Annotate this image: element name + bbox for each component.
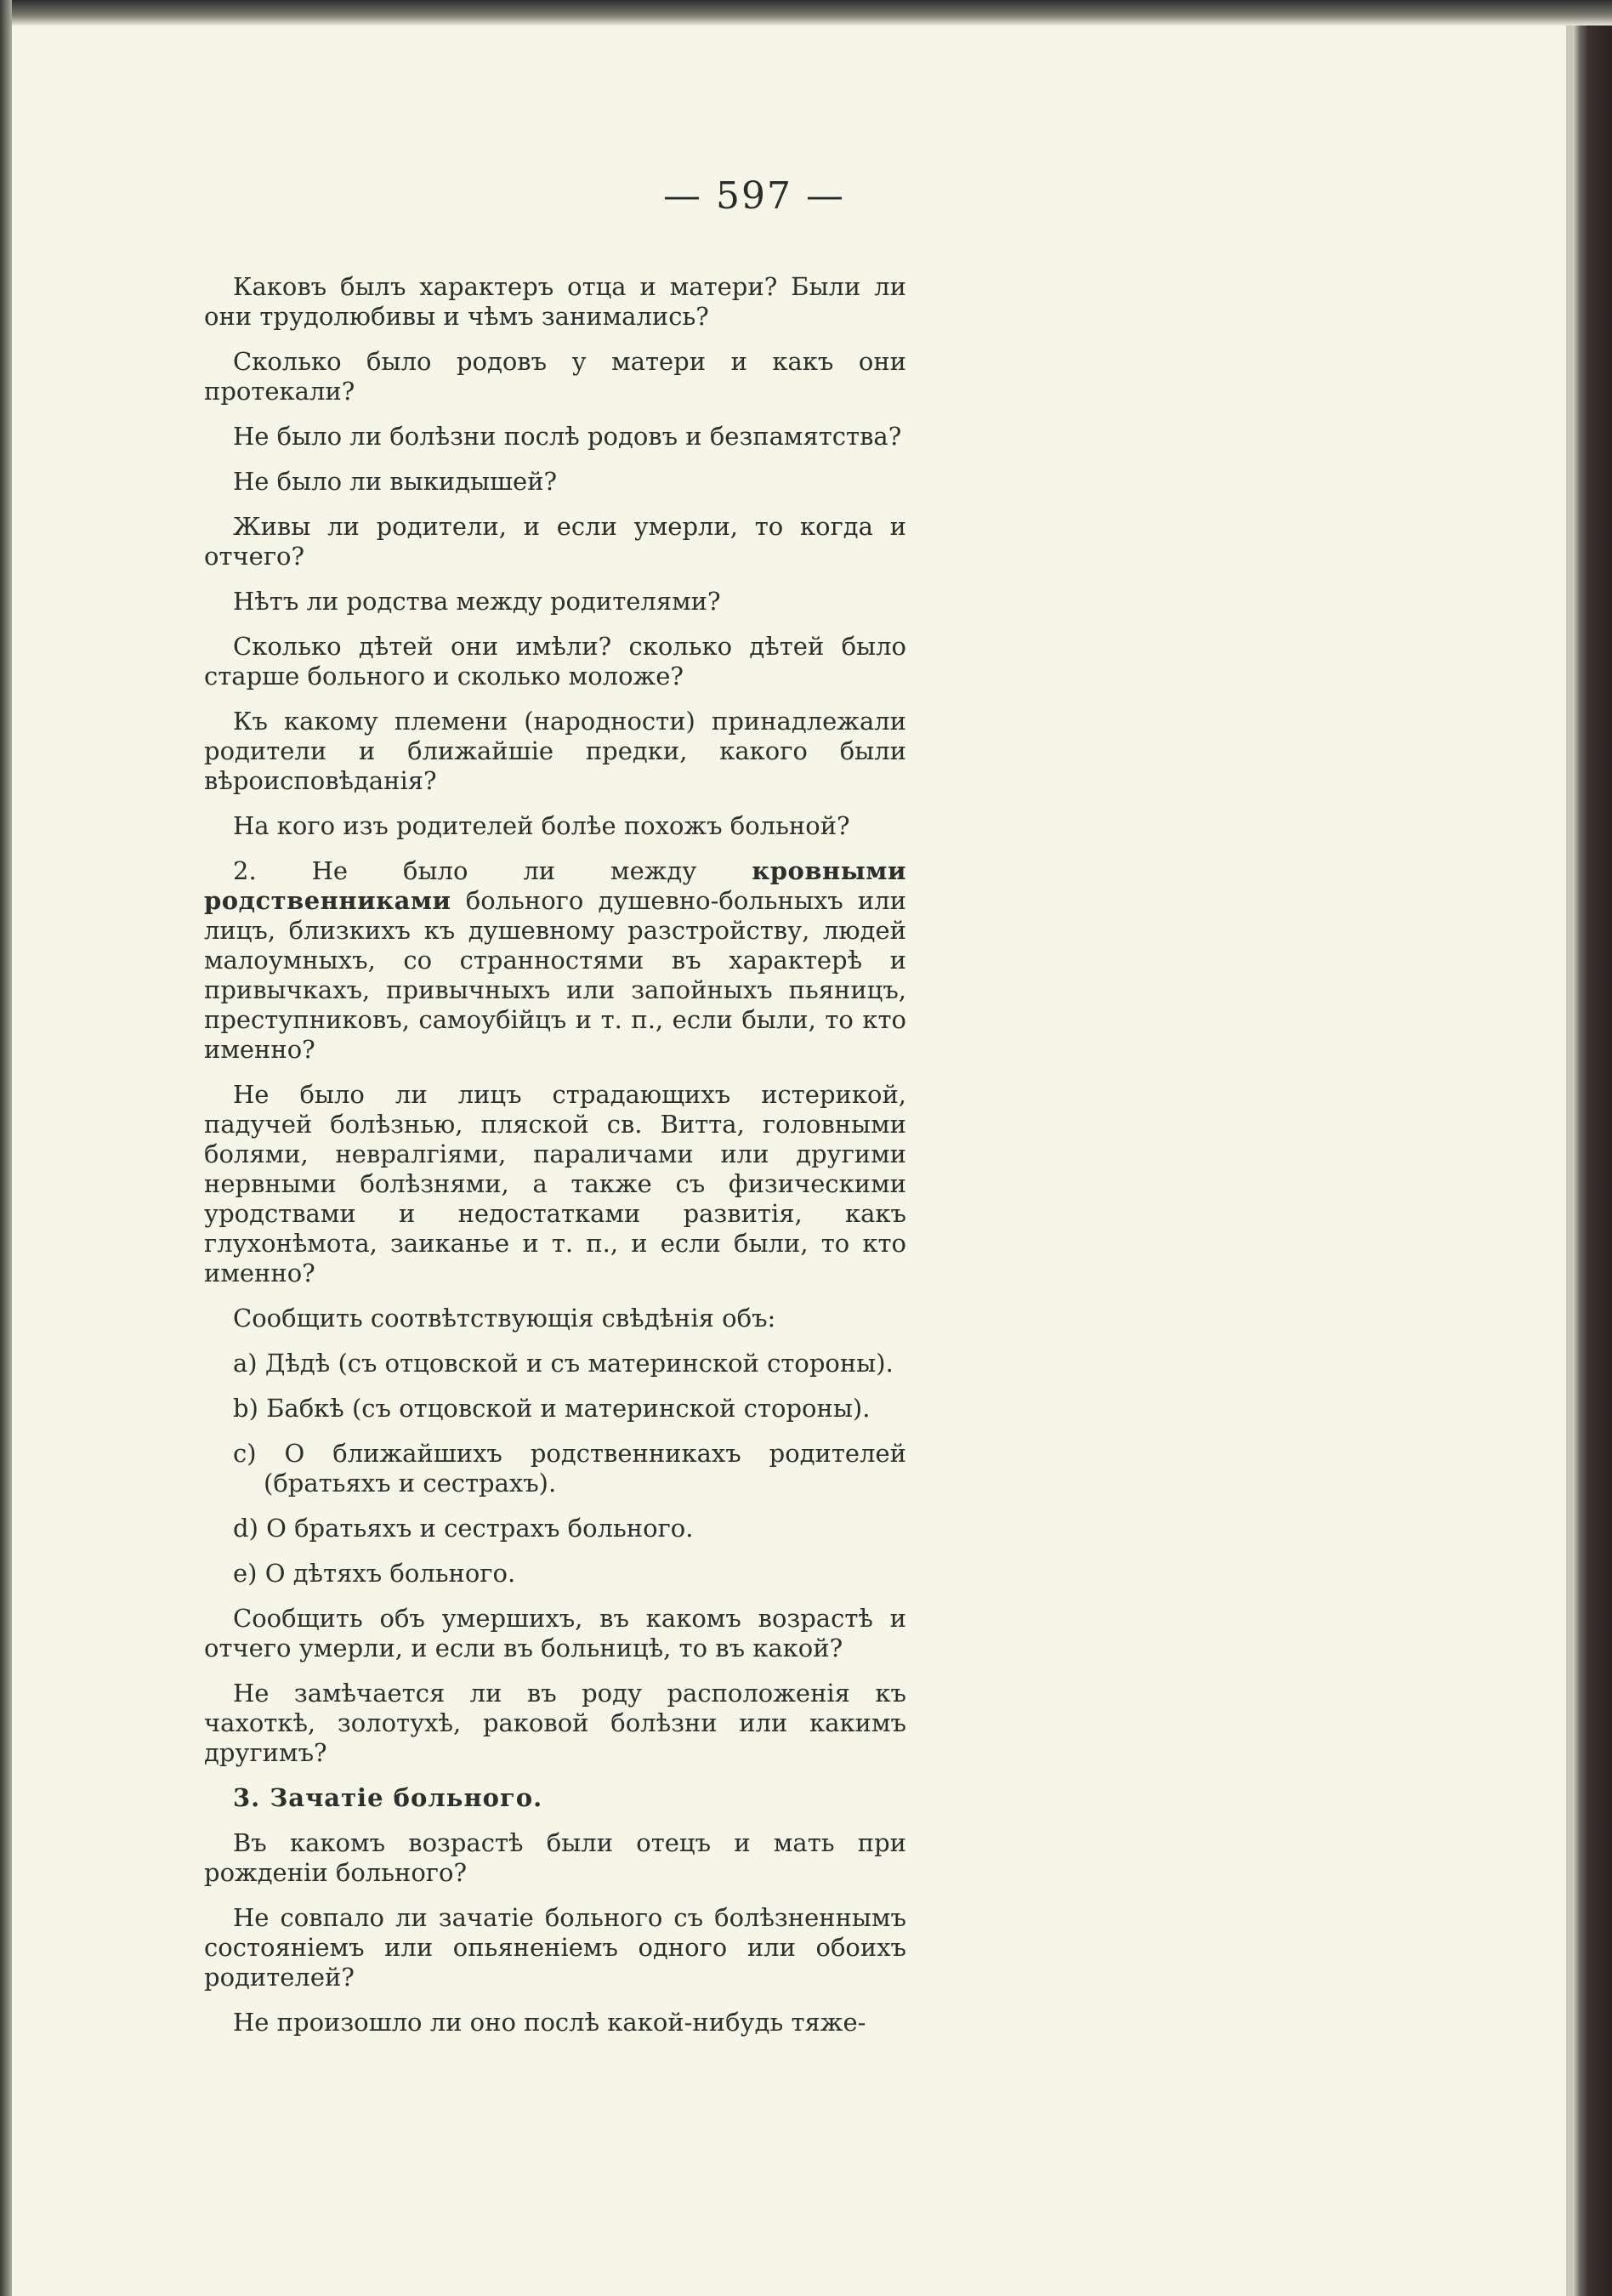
- paragraph: Не произошло ли оно послѣ какой-нибудь тяже-: [233, 2008, 866, 2037]
- page-body: [204, 180, 906, 2053]
- paragraph: Не замѣчается ли въ роду расположенія къ чахоткѣ, золотухѣ, раковой болѣзни или какимъ другимъ?: [204, 1679, 906, 1767]
- paragraph: Сколько дѣтей они имѣли? сколько дѣтей было старше больного и сколько моложе?: [204, 632, 906, 691]
- page-fold: [1566, 26, 1573, 2296]
- section-2-paragraph: [204, 856, 906, 1065]
- paragraph: Сообщить объ умершихъ, въ какомъ возрастѣ и отчего умерли, и если въ больницѣ, то въ какой?: [204, 1604, 906, 1662]
- section-2-emphasis: кровными родственниками: [204, 856, 907, 915]
- book-cover-edge: [1573, 26, 1612, 2296]
- page-number: — 597 —: [663, 174, 845, 218]
- paragraph: Не совпало ли зачатіе больного съ болѣзненнымъ состояніемъ или опьяненіемъ одного или обоихъ родителей?: [204, 1903, 906, 1992]
- paragraph: На кого изъ родителей болѣе похожъ больной?: [233, 811, 850, 840]
- paragraph: Не было ли лицъ страдающихъ истерикой, падучей болѣзнью, пляской св. Витта, головными болями, невралгіями, параличами или другими нервными болѣзнями, а также съ физическими уродствами и недостатками развитія, какъ глухонѣмота, заиканье и т. п., и если были, то кто именно?: [204, 1080, 906, 1287]
- section-3-heading: 3. Зачатіе больного.: [233, 1783, 543, 1812]
- list-item: e) О дѣтяхъ больного.: [233, 1559, 516, 1588]
- paragraph: Каковъ былъ характеръ отца и матери? Были ли они трудолюбивы и чѣмъ занимались?: [204, 272, 906, 331]
- section-2-rest: больного душевно-больныхъ или лицъ, близкихъ къ душевному разстройству, людей малоумныхъ, со странностями въ характерѣ и привычкахъ, привычныхъ или запойныхъ пьяницъ, преступниковъ, самоубійцъ и т. п., если были, то кто именно?: [204, 886, 906, 1064]
- scan-top-edge: [0, 0, 1612, 26]
- paragraph: Нѣтъ ли родства между родителями?: [233, 587, 721, 616]
- list-item: b) Бабкѣ (съ отцовской и материнской стороны).: [233, 1394, 871, 1423]
- list-item: c) О ближайшихъ родственникахъ родителей (братьяхъ и сестрахъ).: [233, 1439, 906, 1498]
- paragraph: Въ какомъ возрастѣ были отецъ и мать при рожденіи больного?: [204, 1828, 906, 1887]
- paragraph: Сколько было родовъ у матери и какъ они протекали?: [204, 347, 906, 406]
- paragraph: Къ какому племени (народности) принадлежали родители и ближайшіе предки, какого были вѣроисповѣданія?: [204, 707, 906, 795]
- list-item: d) О братьяхъ и сестрахъ больного.: [233, 1514, 694, 1543]
- paragraph: Живы ли родители, и если умерли, то когда и отчего?: [204, 512, 906, 571]
- list-item: a) Дѣдѣ (съ отцовской и съ материнской стороны).: [233, 1349, 894, 1378]
- paragraph: Не было ли болѣзни послѣ родовъ и безпамятства?: [233, 422, 902, 451]
- scan-left-edge: [0, 0, 12, 2296]
- section-2-lead: 2. Не было ли между: [233, 856, 697, 885]
- paragraph: Не было ли выкидышей?: [233, 467, 558, 496]
- paragraph: Сообщить соотвѣтствующія свѣдѣнія объ:: [233, 1304, 776, 1333]
